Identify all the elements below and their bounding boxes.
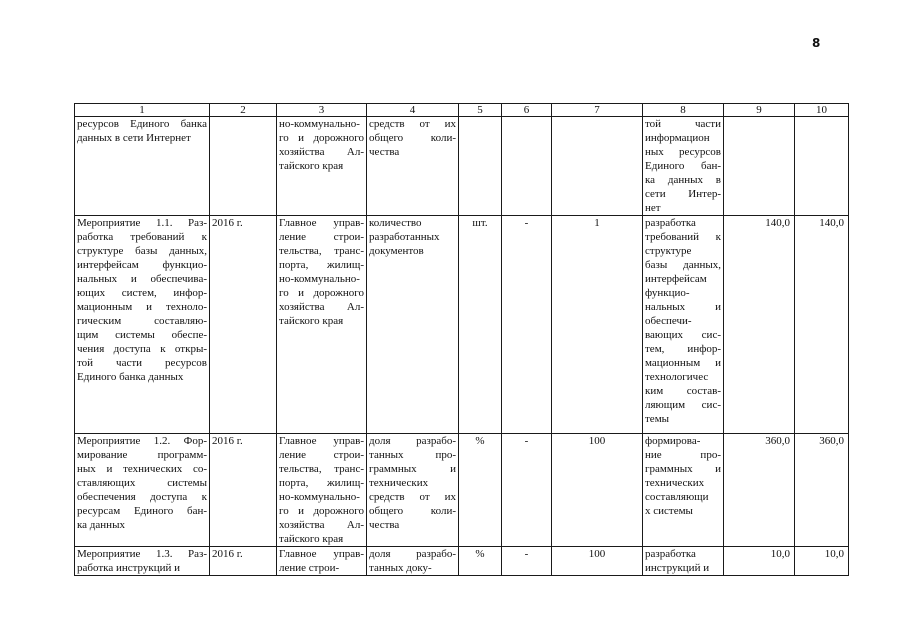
indicator-cell	[367, 117, 459, 216]
cell-text-line: технических	[369, 477, 429, 489]
page-number: 8	[812, 36, 821, 50]
cell-text-line: го и дорожного	[279, 287, 364, 299]
column-header: 10	[795, 104, 849, 117]
activity-cell	[75, 216, 210, 434]
amount-cell: 360,0	[724, 434, 795, 547]
table-row	[75, 434, 849, 547]
column-header: 8	[643, 104, 724, 117]
result-cell	[643, 547, 724, 576]
cell-text-line: танных доку-	[369, 562, 432, 574]
cell-text-line: тайского края	[279, 315, 344, 327]
cell-text-line: нет	[645, 202, 661, 214]
cell-text-line: разработанных	[369, 231, 440, 243]
cell-text-line: ресурсов Единого банка	[77, 118, 207, 130]
cell-text-line: го и дорожного	[279, 505, 364, 517]
cell-text-line: общего коли-	[369, 132, 456, 144]
cell-text-line: доля разрабо-	[369, 548, 456, 560]
cell-text-line: порта, жилищ-	[279, 477, 364, 489]
activity-cell	[75, 547, 210, 576]
activity-cell	[75, 117, 210, 216]
cell-text-line: интерфейсам	[645, 273, 707, 285]
cell-text-line: функцио-	[645, 287, 690, 299]
cell-text-line: чества	[369, 519, 400, 531]
cell-text-line: Мероприятие 1.1. Раз-	[77, 217, 207, 229]
result-cell	[643, 117, 724, 216]
cell-text-line: тайского края	[279, 160, 344, 172]
cell-text-line: ление строи-	[279, 231, 364, 243]
base-value-cell: -	[502, 216, 552, 434]
total-cell	[795, 117, 849, 216]
cell-text-line: хозяйства Ал-	[279, 519, 364, 531]
cell-text-line: мационным и техноло-	[77, 301, 207, 313]
cell-text-line: требований к	[645, 231, 721, 243]
cell-text-line: чения доступа к откры-	[77, 343, 207, 355]
cell-text-line: интерфейсам функцио-	[77, 259, 207, 271]
cell-text-line: той части	[645, 118, 721, 130]
responsible-cell	[277, 117, 367, 216]
cell-text-line: разработка	[645, 548, 696, 560]
cell-text-line: тельства, транс-	[279, 463, 364, 475]
year-cell: 2016 г.	[210, 434, 277, 547]
cell-text-line: ние про-	[645, 449, 721, 461]
column-header: 1	[75, 104, 210, 117]
cell-text-line: работка инструкций и	[77, 562, 181, 574]
cell-text-line: ющих систем, инфор-	[77, 287, 207, 299]
cell-text-line: структуре базы данных,	[77, 245, 207, 257]
cell-text-line: нальных и обеспечива-	[77, 273, 207, 285]
amount-cell: 140,0	[724, 216, 795, 434]
cell-text-line: хозяйства Ал-	[279, 301, 364, 313]
cell-text-line: данных в сети Интернет	[77, 132, 191, 144]
cell-text-line: вающих сис-	[645, 329, 721, 341]
unit-cell: %	[459, 547, 502, 576]
result-cell	[643, 216, 724, 434]
cell-text-line: хозяйства Ал-	[279, 146, 364, 158]
cell-text-line: той части ресурсов	[77, 357, 207, 369]
year-cell: 2016 г.	[210, 216, 277, 434]
cell-text-line: Главное управ-	[279, 548, 364, 560]
cell-text-line: документов	[369, 245, 424, 257]
responsible-cell	[277, 434, 367, 547]
cell-text-line: порта, жилищ-	[279, 259, 364, 271]
cell-text-line: ление строи-	[279, 562, 340, 574]
cell-text-line: технологичес	[645, 371, 709, 383]
target-value-cell: 100	[552, 434, 643, 547]
cell-text-line: информацион	[645, 132, 710, 144]
cell-text-line: мационным и	[645, 357, 721, 369]
column-header: 5	[459, 104, 502, 117]
activity-cell	[75, 434, 210, 547]
indicator-cell	[367, 216, 459, 434]
document-table	[74, 103, 849, 576]
amount-cell	[724, 117, 795, 216]
cell-text-line: мирование программ-	[77, 449, 207, 461]
unit-cell: шт.	[459, 216, 502, 434]
cell-text-line: структуре	[645, 245, 692, 257]
cell-text-line: ка данных в	[645, 174, 721, 186]
cell-text-line: составляющи	[645, 491, 709, 503]
target-value-cell: 1	[552, 216, 643, 434]
cell-text-line: ных ресурсов	[645, 146, 721, 158]
cell-text-line: танных про-	[369, 449, 456, 461]
base-value-cell	[502, 117, 552, 216]
column-header: 7	[552, 104, 643, 117]
cell-text-line: Мероприятие 1.3. Раз-	[77, 548, 207, 560]
unit-cell: %	[459, 434, 502, 547]
cell-text-line: Главное управ-	[279, 217, 364, 229]
cell-text-line: тайского края	[279, 533, 344, 545]
cell-text-line: го и дорожного	[279, 132, 364, 144]
year-cell	[210, 117, 277, 216]
cell-text-line: Единого бан-	[645, 160, 721, 172]
cell-text-line: ных и технических со-	[77, 463, 207, 475]
cell-text-line: гическим составляю-	[77, 315, 207, 327]
header-row	[75, 104, 849, 117]
column-header: 4	[367, 104, 459, 117]
base-value-cell: -	[502, 547, 552, 576]
column-header: 6	[502, 104, 552, 117]
cell-text-line: сети Интер-	[645, 188, 721, 200]
cell-text-line: ляющим сис-	[645, 399, 721, 411]
cell-text-line: обеспечи-	[645, 315, 692, 327]
cell-text-line: общего коли-	[369, 505, 456, 517]
target-value-cell: 100	[552, 547, 643, 576]
cell-text-line: чества	[369, 146, 400, 158]
cell-text-line: Единого банка данных	[77, 371, 184, 383]
cell-text-line: но-коммунально-	[279, 273, 360, 285]
cell-text-line: работка требований к	[77, 231, 207, 243]
total-cell: 10,0	[795, 547, 849, 576]
cell-text-line: разработка	[645, 217, 696, 229]
year-cell: 2016 г.	[210, 547, 277, 576]
cell-text-line: доля разрабо-	[369, 435, 456, 447]
cell-text-line: базы данных,	[645, 259, 721, 271]
cell-text-line: технических	[645, 477, 705, 489]
cell-text-line: Мероприятие 1.2. Фор-	[77, 435, 207, 447]
cell-text-line: средств от их	[369, 491, 456, 503]
indicator-cell	[367, 547, 459, 576]
responsible-cell	[277, 216, 367, 434]
column-header: 3	[277, 104, 367, 117]
table-row	[75, 547, 849, 576]
column-header: 2	[210, 104, 277, 117]
cell-text-line: темы	[645, 413, 670, 425]
cell-text-line: ставляющих системы	[77, 477, 207, 489]
cell-text-line: но-коммунально-	[279, 491, 360, 503]
cell-text-line: тельства, транс-	[279, 245, 364, 257]
cell-text-line: тем, инфор-	[645, 343, 721, 355]
cell-text-line: инструкций и	[645, 562, 710, 574]
cell-text-line: обеспечения доступа к	[77, 491, 207, 503]
responsible-cell	[277, 547, 367, 576]
unit-cell	[459, 117, 502, 216]
amount-cell: 10,0	[724, 547, 795, 576]
column-header: 9	[724, 104, 795, 117]
cell-text-line: формирова-	[645, 435, 701, 447]
table-row	[75, 117, 849, 216]
cell-text-line: ресурсам Единого бан-	[77, 505, 207, 517]
cell-text-line: нальных и	[645, 301, 721, 313]
cell-text-line: ка данных	[77, 519, 125, 531]
target-value-cell	[552, 117, 643, 216]
total-cell: 360,0	[795, 434, 849, 547]
cell-text-line: граммных и	[645, 463, 721, 475]
total-cell: 140,0	[795, 216, 849, 434]
cell-text-line: Главное управ-	[279, 435, 364, 447]
cell-text-line: х системы	[645, 505, 693, 517]
cell-text-line: количество	[369, 217, 422, 229]
cell-text-line: но-коммунально-	[279, 118, 360, 130]
cell-text-line: щим системы обеспе-	[77, 329, 207, 341]
table-row	[75, 216, 849, 434]
base-value-cell: -	[502, 434, 552, 547]
indicator-cell	[367, 434, 459, 547]
cell-text-line: граммных и	[369, 463, 456, 475]
cell-text-line: средств от их	[369, 118, 456, 130]
result-cell	[643, 434, 724, 547]
cell-text-line: ление строи-	[279, 449, 364, 461]
cell-text-line: ким состав-	[645, 385, 721, 397]
